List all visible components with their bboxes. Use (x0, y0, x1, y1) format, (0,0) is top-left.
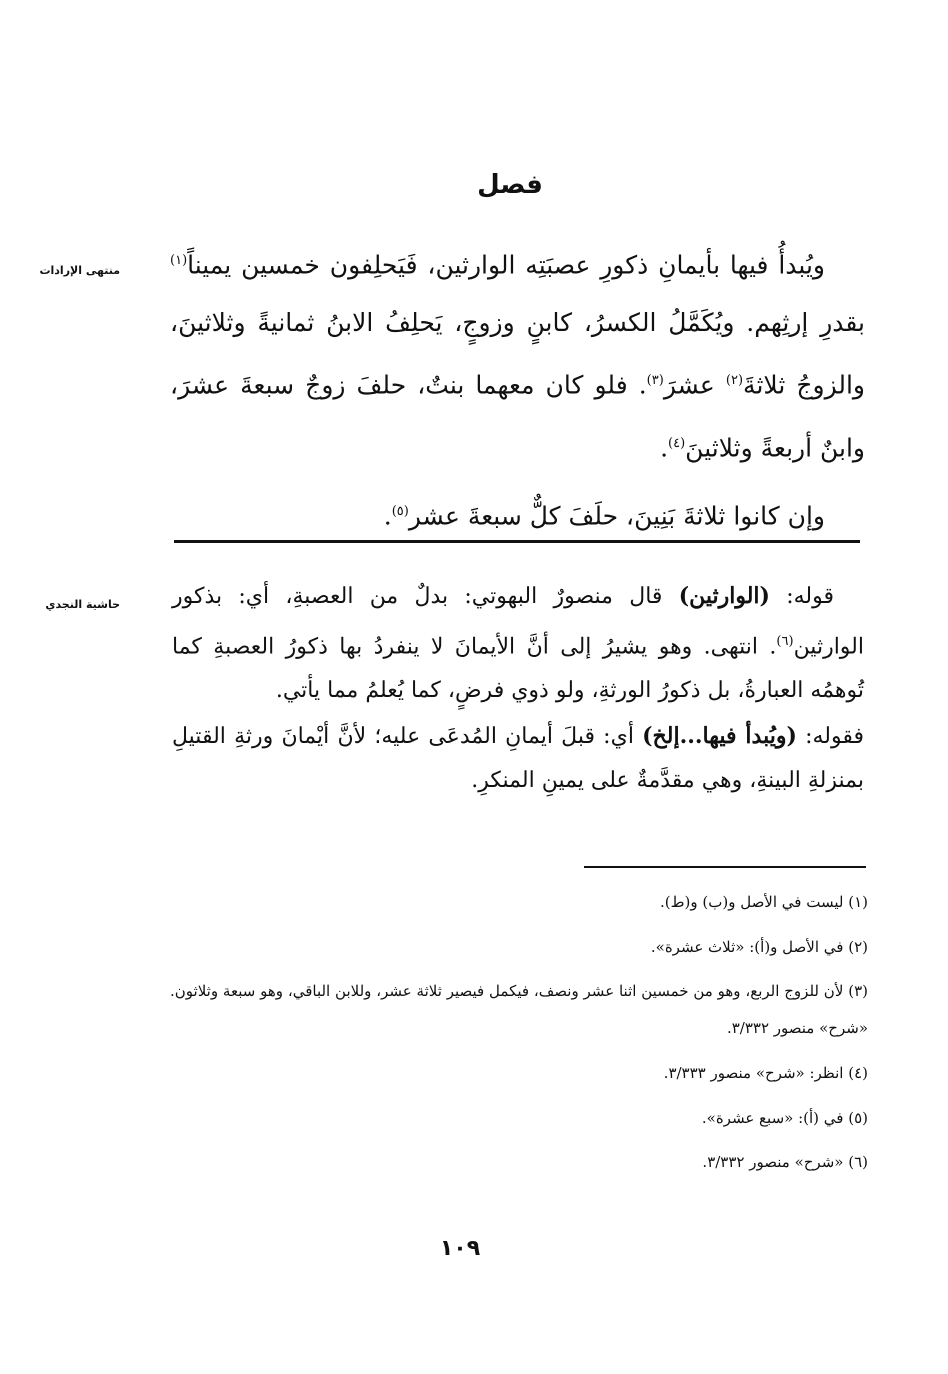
main-text (170, 232, 865, 545)
main-paragraph-1 (170, 232, 865, 477)
footnote-ref: (١) (170, 253, 188, 268)
main-text-segment: . (660, 432, 669, 462)
footnote-ref: (٤) (668, 435, 686, 451)
commentary-segment: قوله: (769, 584, 835, 609)
commentary-text (172, 574, 864, 804)
main-text-segment: عشرَ (663, 370, 726, 400)
main-paragraph-2 (170, 483, 865, 545)
commentary-segment: . انتهى. وهو يشيرُ إلى أنَّ الأيمانَ لا ينفردُ بها ذكورُ العصبةِ كما تُوهمُه العبارةُ، بل ذكورُ الورثةِ، ولو ذوي فرضٍ، كما يُعلمُ مما يأتي. (172, 633, 864, 704)
commentary-paragraph-1 (172, 574, 864, 714)
margin-label-main: منتهى الإرادات (39, 264, 120, 277)
footnotes (170, 880, 868, 1185)
commentary-segment: فقوله: (796, 723, 864, 749)
footnote-ref: (٣) (646, 373, 664, 389)
margin-label-commentary: حاشية النجدي (45, 598, 120, 611)
main-text-segment: بقدرِ إرثِهم. ويُكَمَّلُ الكسرُ، كابنٍ وزوجٍ، يَحلِفُ الابنُ ثمانيةً وثلاثينَ، والزوجُ ثلاثةَ (170, 308, 865, 400)
commentary-segment: أي: قبلَ أيمانِ المُدعَى عليه؛ لأنَّ أيْمانَ ورثةِ القتيلِ بمنزلةِ البينةِ، وهي مقدَّمةٌ على يمينِ المنكرِ. (172, 723, 864, 794)
quoted-term: (ويُبدأ فيها...إلخ) (642, 722, 797, 749)
commentary-segment: قال منصورٌ البهوتي: بدلٌ من العصبةِ، أي: بذكور الوارثين (172, 584, 864, 659)
main-text-segment: . (383, 501, 392, 531)
commentary-paragraph-2 (172, 714, 864, 804)
footnote-divider (584, 866, 866, 868)
footnote: (٢) في الأصل و(أ): «ثلاث عشرة». (650, 937, 868, 956)
main-text-segment: ويُبدأُ فيها بأيمانِ ذكورِ عصبَتِه الوارثين، فَيَحلِفون خمسين يميناً (187, 250, 825, 280)
footnote: (٥) في (أ): «سبع عشرة». (701, 1108, 868, 1127)
main-text-segment: وإن كانوا ثلاثةَ بَنِينَ، حلَفَ كلٌّ سبعةَ عشر (408, 501, 825, 531)
quoted-term: (الوارثين) (678, 583, 770, 609)
section-title: فصل (477, 170, 543, 200)
footnote: (٣) لأن للزوج الربع، وهو من خمسين اثنا عشر ونصف، فيكمل فيصير ثلاثة عشر، وللابن الباقي، وهو سبعة وثلاثون. «شرح» منصور ٣/٣٣٢. (170, 982, 868, 1037)
main-divider (174, 540, 860, 543)
main-text-segment: . فلو كان معهما بنتٌ، حلفَ زوجٌ سبعةَ عشرَ، وابنٌ أربعةً وثلاثينَ (170, 370, 865, 462)
page-number: ١٠٩ (439, 1236, 481, 1261)
footnote-ref: (٢) (725, 373, 744, 389)
footnote-ref: (٦) (776, 633, 794, 649)
footnote: (١) ليست في الأصل و(ب) و(ط). (660, 893, 868, 911)
footnote-ref: (٥) (391, 503, 409, 519)
footnote: (٤) انظر: «شرح» منصور ٣/٣٣٣. (663, 1064, 868, 1082)
footnote: (٦) «شرح» منصور ٣/٣٣٢. (702, 1153, 868, 1171)
